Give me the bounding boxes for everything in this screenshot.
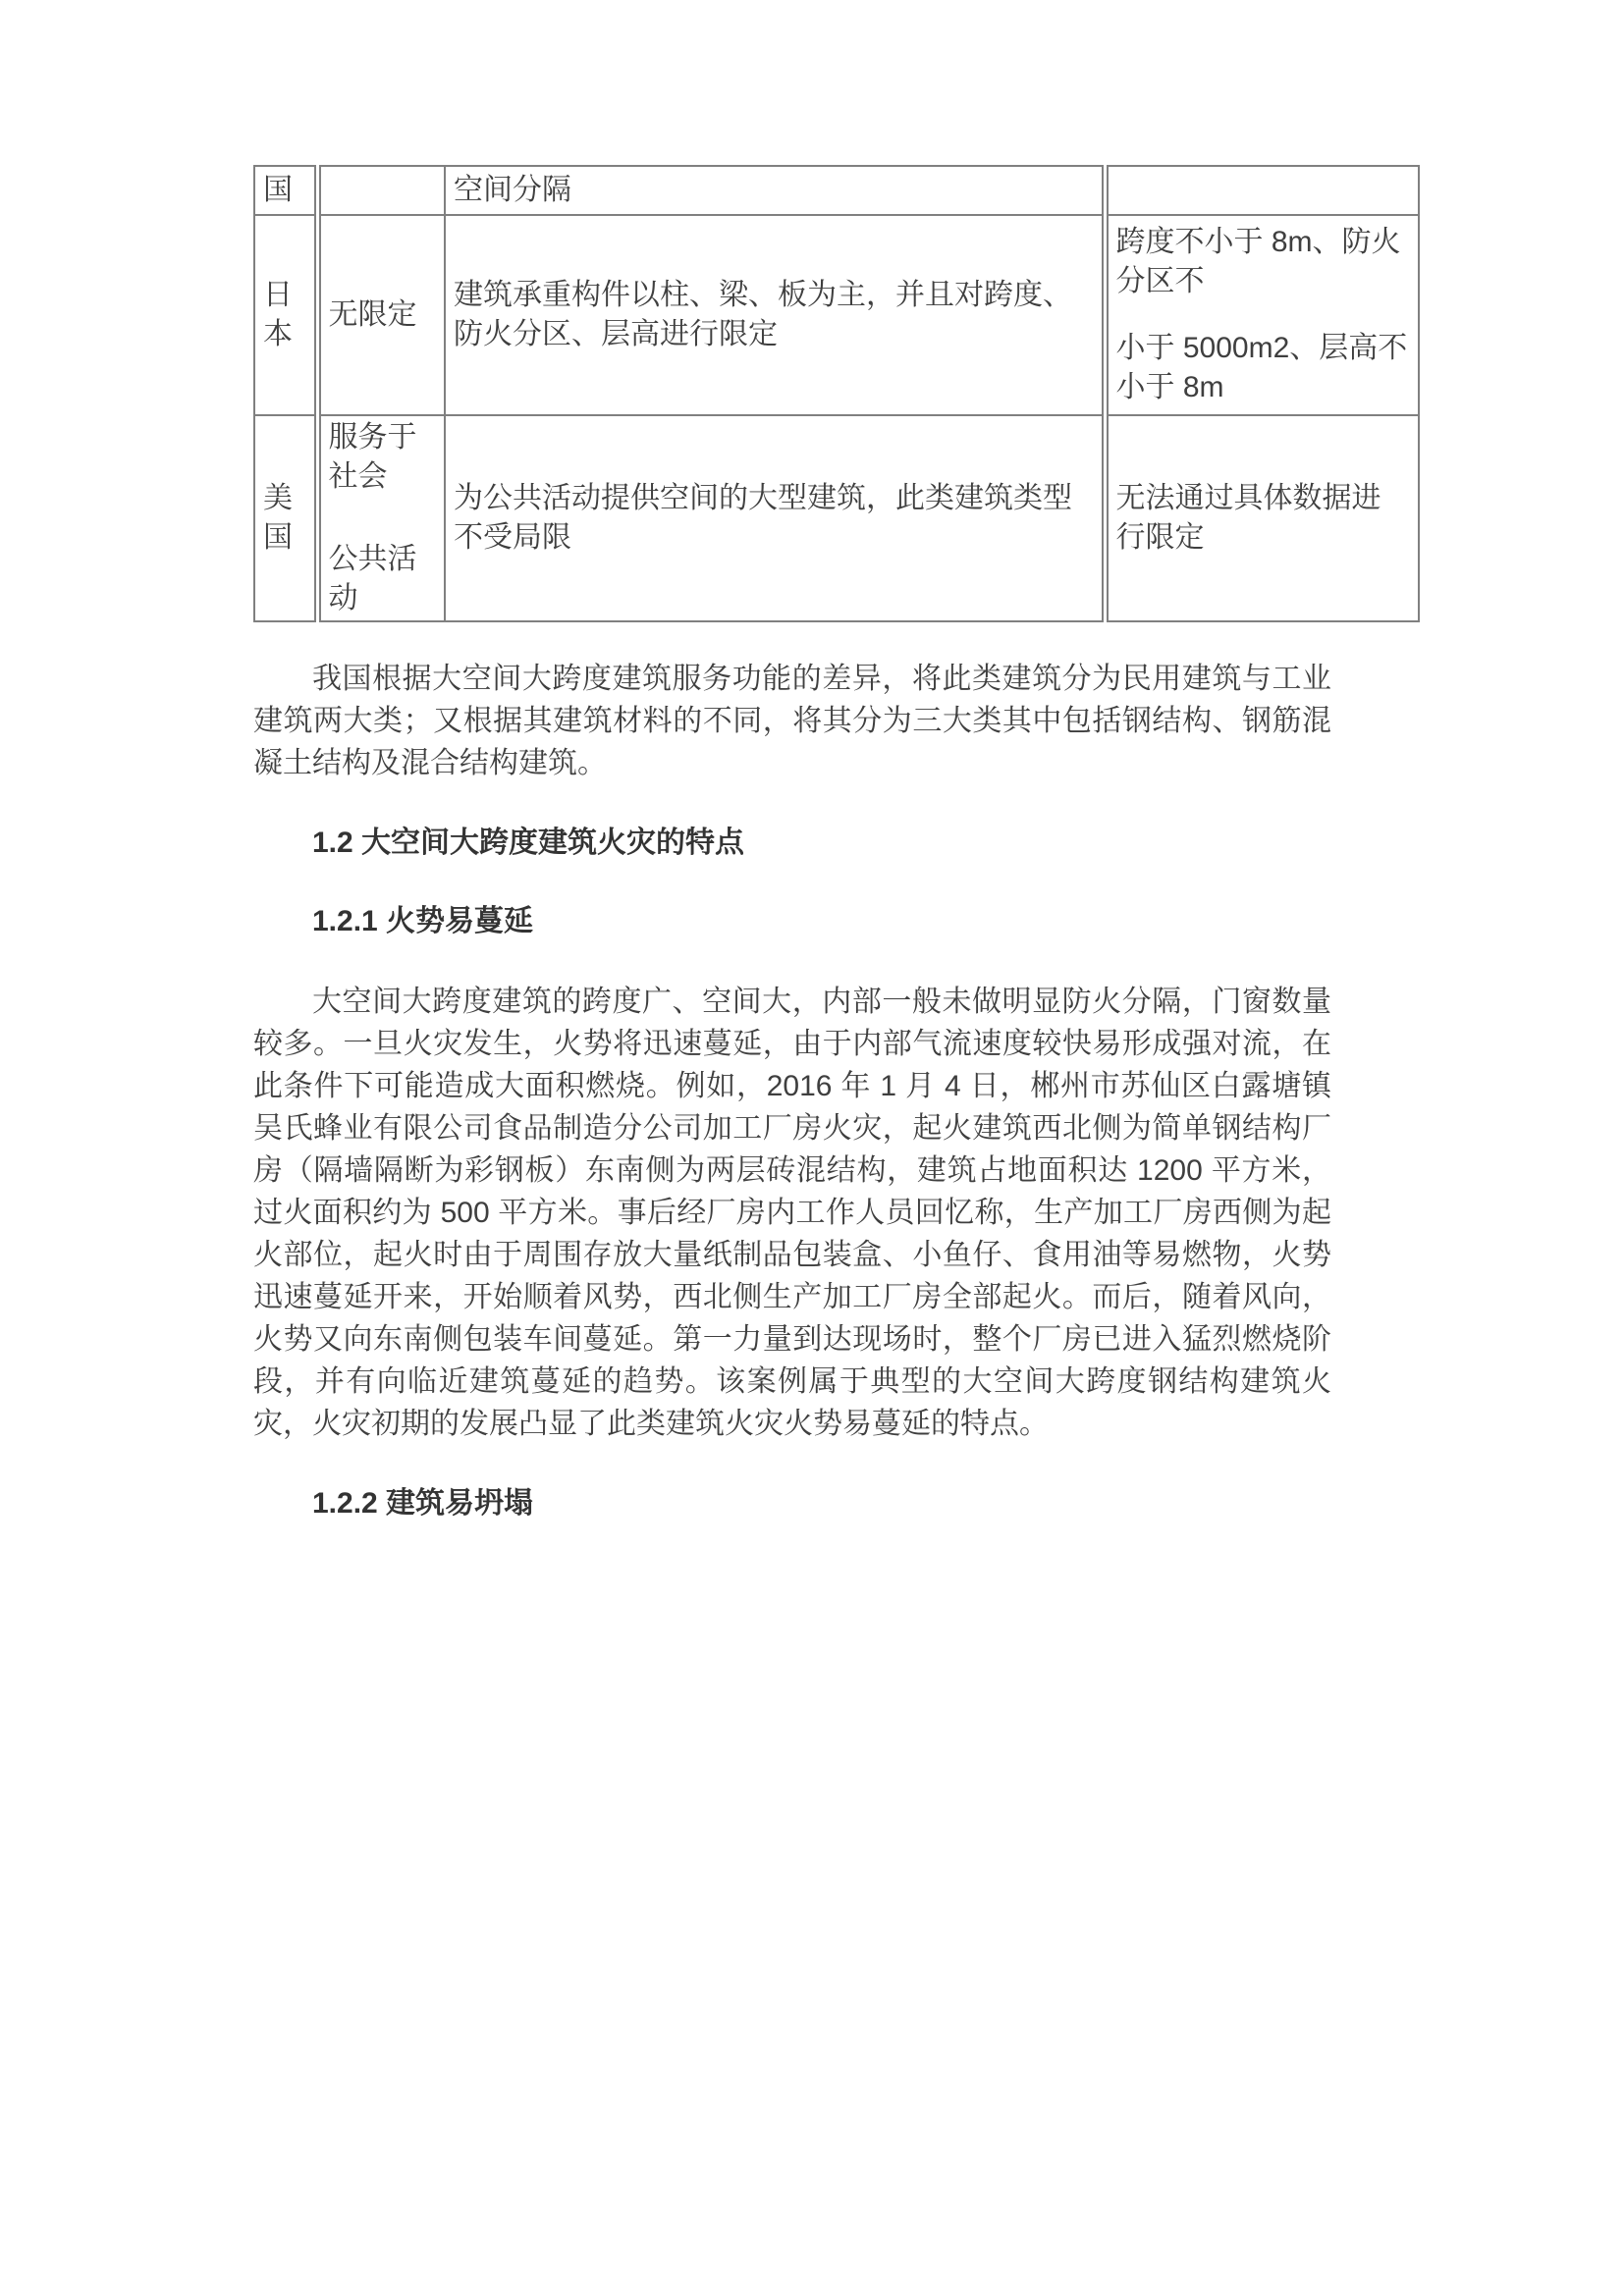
cell-paragraph: 小于 5000m2、层高不小于 8m bbox=[1115, 332, 1408, 403]
table-row bbox=[254, 415, 1419, 621]
paragraph-fire-spread-case: 大空间大跨度建筑的跨度广、空间大，内部一般未做明显防火分隔，门窗数量较多。一旦火灾发生，火势将迅速蔓延，由于内部气流速度较快易形成强对流，在此条件下可能造成大面积燃烧。例如，2016 年 1 月 4 日，郴州市苏仙区白露塘镇吴氏蜂业有限公司食品制造分公司加工厂房火灾，起火建筑西北侧为简单钢结构厂房（隔墙隔断为彩钢板）东南侧为两层砖混结构，建筑占地面积达 1200 平方米，过火面积约为 500 平方米。事后经厂房内工作人员回忆称，生产加工厂房西侧为起火部位，起火时由于周围存放大量纸制品包装盒、小鱼仔、食用油等易燃物，火势迅速蔓延开来，开始顺着风势，西北侧生产加工厂房全部起火。而后，随着风向，火势又向东南侧包装车间蔓延。第一力量到达现场时，整个厂房已进入猛烈燃烧阶段，并有向临近建筑蔓延的趋势。该案例属于典型的大空间大跨度钢结构建筑火灾，火灾初期的发展凸显了此类建筑火灾火势易蔓延的特点。 bbox=[253, 986, 1331, 1440]
table-cell-country: 国 bbox=[254, 166, 317, 215]
cell-paragraph: 服务于社会 bbox=[328, 421, 417, 493]
heading-1-2: 1.2 大空间大跨度建筑火灾的特点 bbox=[312, 827, 745, 859]
table-cell-header-space-division: 空间分隔 bbox=[445, 166, 1105, 215]
heading-1-2-2: 1.2.2 建筑易坍塌 bbox=[312, 1487, 534, 1520]
comparison-table bbox=[253, 165, 1420, 622]
table-row bbox=[254, 215, 1419, 415]
heading-1-2-1: 1.2.1 火势易蔓延 bbox=[312, 905, 534, 937]
table-row bbox=[254, 166, 1419, 215]
cell-paragraph: 跨度不小于 8m、防火分区不 bbox=[1115, 226, 1401, 297]
table-cell-service bbox=[317, 415, 445, 621]
cell-paragraph: 公共活动 bbox=[328, 543, 417, 614]
table-cell-country-japan: 日本 bbox=[254, 215, 317, 415]
table-cell-description: 为公共活动提供空间的大型建筑，此类建筑类型不受局限 bbox=[445, 415, 1105, 621]
table-cell-description: 建筑承重构件以柱、梁、板为主，并且对跨度、防火分区、层高进行限定 bbox=[445, 215, 1105, 415]
table-cell-country-usa: 美国 bbox=[254, 415, 317, 621]
table-cell-criteria: 无法通过具体数据进行限定 bbox=[1105, 415, 1419, 621]
table-cell-criteria bbox=[1105, 215, 1419, 415]
paragraph-classification: 我国根据大空间大跨度建筑服务功能的差异，将此类建筑分为民用建筑与工业建筑两大类；又根据其建筑材料的不同，将其分为三大类其中包括钢结构、钢筋混凝土结构及混合结构建筑。 bbox=[253, 663, 1331, 779]
table-cell-empty bbox=[1105, 166, 1419, 215]
table-cell-empty bbox=[317, 166, 445, 215]
table-cell-limit: 无限定 bbox=[317, 215, 445, 415]
